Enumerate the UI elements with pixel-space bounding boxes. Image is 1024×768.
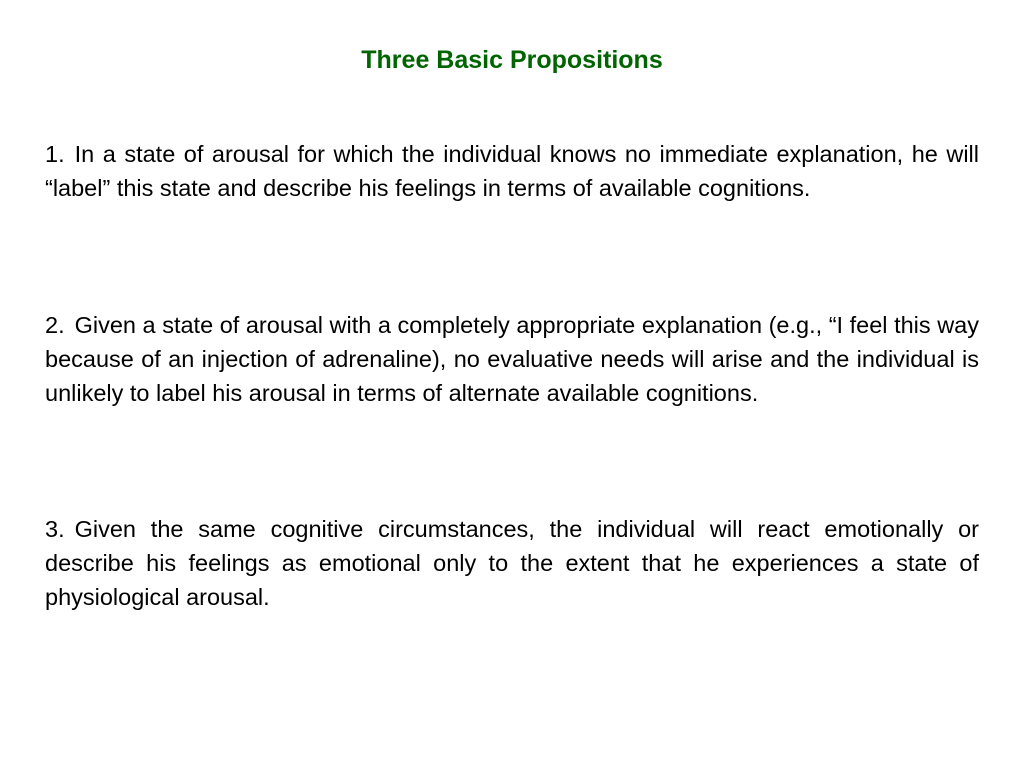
proposition-1: [45, 137, 979, 205]
proposition-1-text: In a state of arousal for which the individual knows no immediate explanation, he will “label” this state and describe his feelings in terms of available cognitions.: [45, 141, 979, 201]
proposition-3-text: Given the same cognitive circumstances, the individual will react emotionally or describe his feelings as emotional only to the extent that he experiences a state of physiological arousal.: [45, 516, 979, 610]
proposition-2-text: Given a state of arousal with a completely appropriate explanation (e.g., “I feel this way because of an injection of adrenaline), no evaluative needs will arise and the individual is unlikely to label his arousal in terms of alternate available cognitions.: [45, 312, 979, 406]
proposition-1-number: 1.: [45, 141, 65, 167]
proposition-2-number: 2.: [45, 312, 65, 338]
slide-title: Three Basic Propositions: [361, 46, 663, 74]
proposition-2: [45, 308, 979, 410]
proposition-3-number: 3.: [45, 516, 65, 542]
proposition-3: [45, 512, 979, 614]
